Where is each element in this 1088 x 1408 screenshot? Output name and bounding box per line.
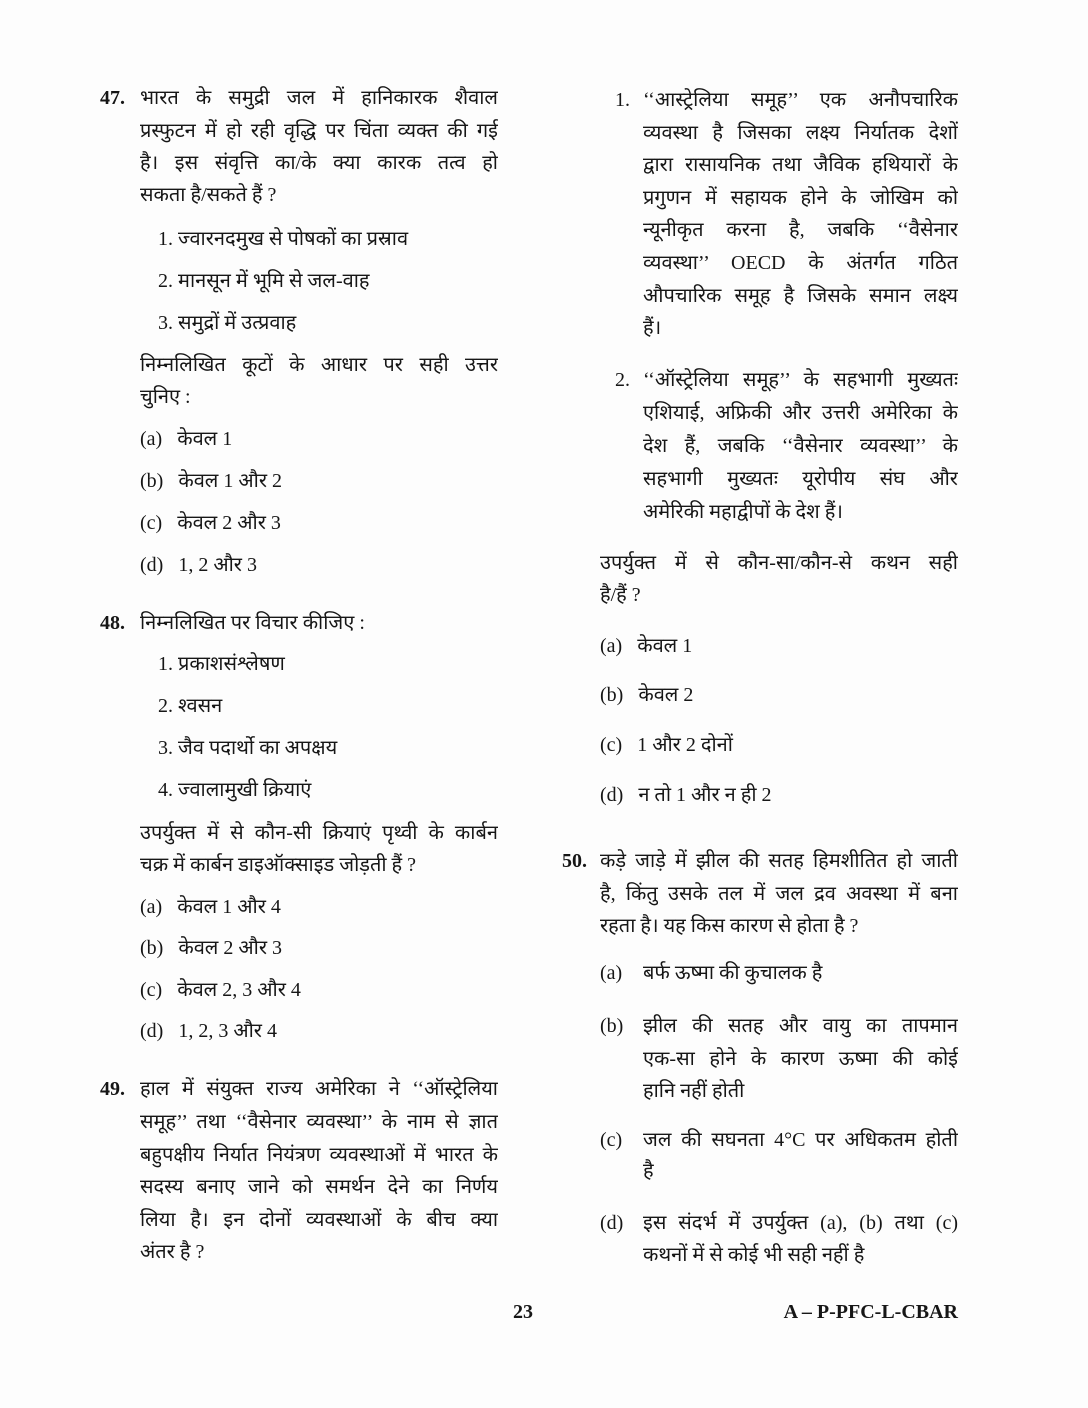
option-c: (c) केवल 2 और 3 — [140, 512, 281, 534]
question-line: उपर्युक्त में से कौन-सी क्रियाएं पृथ्वी के कार्बन — [140, 822, 498, 844]
question-stem-line: है, किंतु उसके तल में जल द्रव अवस्था में बना — [600, 883, 958, 905]
statement-line: एशियाई, अफ्रिकी और उत्तरी अमेरिका के — [643, 402, 958, 424]
question-stem-line: निम्नलिखित पर विचार कीजिए : — [140, 612, 365, 634]
statement-line: द्वारा रासायनिक तथा जैविक हथियारों के — [643, 154, 958, 176]
instruction-line: निम्नलिखित कूटों के आधार पर सही उत्तर — [140, 354, 498, 376]
statement-item: 3. समुद्रों में उत्प्रवाह — [158, 312, 297, 334]
question-number: 47. — [100, 87, 125, 109]
option-a: (a) केवल 1 — [140, 428, 233, 450]
statement-number: 2. — [615, 369, 630, 391]
question-line: है/हैं ? — [600, 584, 641, 606]
question-number: 48. — [100, 612, 125, 634]
option-c: (c) केवल 2, 3 और 4 — [140, 979, 301, 1001]
question-stem-line: अंतर है ? — [140, 1241, 205, 1263]
question-stem-line: हाल में संयुक्त राज्य अमेरिका ने ‘‘ऑस्ट्रेलिया — [140, 1078, 498, 1100]
option-a-text: बर्फ ऊष्मा की कुचालक है — [643, 962, 823, 984]
statement-item: 2. श्वसन — [158, 695, 223, 717]
option-b-text: हानि नहीं होती — [643, 1080, 745, 1102]
question-stem-line: कड़े जाड़े में झील की सतह हिमशीतित हो जाती — [600, 850, 958, 872]
option-b-label: (b) — [600, 1015, 624, 1037]
question-stem-line: सदस्य बनाए जाने को समर्थन देने का निर्णय — [140, 1176, 498, 1198]
question-number: 50. — [562, 850, 587, 872]
statement-line: देश हैं, जबकि ‘‘वैसेनार व्यवस्था’’ के — [643, 435, 958, 457]
statement-item: 2. मानसून में भूमि से जल-वाह — [158, 270, 370, 292]
question-stem-line: भारत के समुद्री जल में हानिकारक शैवाल — [140, 87, 498, 109]
option-b-text: झील की सतह और वायु का तापमान — [643, 1015, 958, 1037]
statement-item: 3. जैव पदार्थो का अपक्षय — [158, 737, 338, 759]
statement-line: हैं। — [643, 317, 662, 339]
question-stem-line: सकता है/सकते हैं ? — [140, 184, 277, 206]
question-stem-line: है। इस संवृत्ति का/के क्या कारक तत्व हो — [140, 152, 498, 174]
statement-line: सहभागी मुख्यतः यूरोपीय संघ और — [643, 468, 958, 490]
question-stem-line: समूह’’ तथा ‘‘वैसेनार व्यवस्था’’ के नाम से ज्ञात — [140, 1111, 498, 1133]
statement-line: व्यवस्था है जिसका लक्ष्य निर्यातक देशों — [643, 122, 958, 144]
statement-line: न्यूनीकृत करना है, जबकि ‘‘वैसेनार — [643, 219, 958, 241]
statement-item: 1. ज्वारनदमुख से पोषकों का प्रस्राव — [158, 228, 409, 250]
question-line: उपर्युक्त में से कौन-सा/कौन-से कथन सही — [600, 552, 958, 574]
statement-number: 1. — [615, 89, 630, 111]
option-a: (a) केवल 1 — [600, 635, 693, 657]
option-d-text: कथनों में से कोई भी सही नहीं है — [643, 1244, 865, 1266]
statement-item: 4. ज्वालामुखी क्रियाएं — [158, 779, 312, 801]
option-c-label: (c) — [600, 1129, 623, 1151]
question-stem-line: लिया है। इन दोनों व्यवस्थाओं के बीच क्या — [140, 1209, 498, 1231]
option-a-label: (a) — [600, 962, 623, 984]
option-b: (b) केवल 1 और 2 — [140, 470, 283, 492]
statement-line: अमेरिकी महाद्वीपों के देश हैं। — [643, 501, 843, 523]
statement-line: औपचारिक समूह है जिसके समान लक्ष्य — [643, 285, 958, 307]
option-d: (d) न तो 1 और न ही 2 — [600, 784, 772, 806]
option-a: (a) केवल 1 और 4 — [140, 896, 281, 918]
statement-line: ‘‘आस्ट्रेलिया समूह’’ एक अनौपचारिक — [643, 89, 958, 111]
option-d: (d) 1, 2 और 3 — [140, 554, 257, 576]
instruction-line: चुनिए : — [140, 386, 191, 408]
option-d-text: इस संदर्भ में उपर्युक्त (a), (b) तथा (c) — [643, 1212, 958, 1234]
question-number: 49. — [100, 1078, 125, 1100]
option-c: (c) 1 और 2 दोनों — [600, 734, 733, 756]
option-b-text: एक-सा होने के कारण ऊष्मा की कोई — [643, 1048, 958, 1070]
option-c-text: जल की सघनता 4°C पर अधिकतम होती — [643, 1129, 958, 1151]
question-line: चक्र में कार्बन डाइऑक्साइड जोड़ती हैं ? — [140, 854, 417, 876]
option-d-label: (d) — [600, 1212, 624, 1234]
statement-line: ‘‘ऑस्ट्रेलिया समूह’’ के सहभागी मुख्यतः — [643, 369, 958, 391]
booklet-code: A – P-PFC-L-CBAR — [783, 1301, 958, 1323]
option-c-text: है — [643, 1160, 654, 1182]
statement-line: प्रगुणन में सहायक होने के जोखिम को — [643, 187, 958, 209]
option-b: (b) केवल 2 — [600, 684, 694, 706]
page-number: 23 — [513, 1301, 533, 1323]
question-stem-line: प्रस्फुटन में हो रही वृद्धि पर चिंता व्यक्त की गई — [140, 120, 498, 142]
question-stem-line: रहता है। यह किस कारण से होता है ? — [600, 915, 859, 937]
statement-item: 1. प्रकाशसंश्लेषण — [158, 653, 285, 675]
question-stem-line: बहुपक्षीय निर्यात नियंत्रण व्यवस्थाओं में भारत के — [140, 1144, 498, 1166]
option-b: (b) केवल 2 और 3 — [140, 937, 283, 959]
statement-line: व्यवस्था’’ OECD के अंतर्गत गठित — [643, 252, 958, 274]
option-d: (d) 1, 2, 3 और 4 — [140, 1020, 277, 1042]
